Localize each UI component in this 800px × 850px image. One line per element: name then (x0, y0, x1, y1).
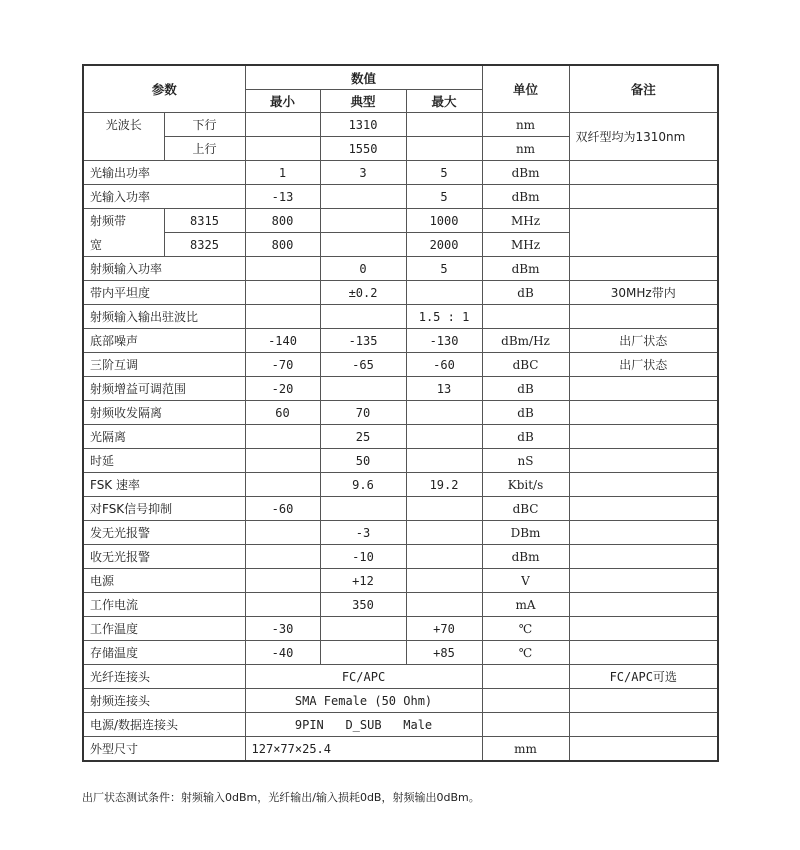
cell-note (569, 449, 718, 473)
header-value: 数值 (245, 65, 482, 90)
cell-max: 5 (406, 185, 482, 209)
cell-typ: ±0.2 (320, 281, 406, 305)
cell-max (406, 497, 482, 521)
cell-min (245, 473, 320, 497)
row-label: 射频输入输出驻波比 (83, 305, 245, 329)
cell-unit: dBm (482, 185, 569, 209)
cell-note (569, 737, 718, 762)
row-label: 电源 (83, 569, 245, 593)
cell-note (569, 473, 718, 497)
connector-rows (83, 665, 718, 737)
cell-min: -60 (245, 497, 320, 521)
table-row-rf-bandwidth-8315 (83, 209, 718, 233)
cell-min: -140 (245, 329, 320, 353)
cell-note (569, 617, 718, 641)
cell-min (245, 521, 320, 545)
cell-max (406, 593, 482, 617)
cell-max: 19.2 (406, 473, 482, 497)
cell-min: 1 (245, 161, 320, 185)
cell-unit: ℃ (482, 641, 569, 665)
header-typ: 典型 (320, 90, 406, 113)
cell-typ: 70 (320, 401, 406, 425)
cell-typ: -65 (320, 353, 406, 377)
header-min: 最小 (245, 90, 320, 113)
dimensions-value: 127×77×25.4 (245, 737, 482, 762)
cell-unit: dB (482, 425, 569, 449)
cell-typ: +12 (320, 569, 406, 593)
cell-typ: -3 (320, 521, 406, 545)
header-param: 参数 (83, 65, 245, 113)
wavelength-down-dir: 下行 (164, 113, 245, 137)
cell-typ (320, 497, 406, 521)
cell-note (569, 689, 718, 713)
table-row (83, 473, 718, 497)
row-label: 光输入功率 (83, 185, 245, 209)
cell-unit (482, 665, 569, 689)
cell-max (406, 449, 482, 473)
cell-note: FC/APC可选 (569, 665, 718, 689)
cell-unit: Kbit/s (482, 473, 569, 497)
cell-typ: 25 (320, 425, 406, 449)
cell-unit: dB (482, 401, 569, 425)
header-unit: 单位 (482, 65, 569, 113)
cell-max: 5 (406, 161, 482, 185)
table-row (83, 569, 718, 593)
cell-note (569, 377, 718, 401)
cell-max: -60 (406, 353, 482, 377)
row-label: 外型尺寸 (83, 737, 245, 762)
row-label: 光输出功率 (83, 161, 245, 185)
cell-min (245, 593, 320, 617)
wavelength-up-unit: nm (482, 137, 569, 161)
cell-max: 1000 (406, 209, 482, 233)
table-row (83, 281, 718, 305)
cell-typ: 50 (320, 449, 406, 473)
table-row-connector (83, 689, 718, 713)
cell-typ (320, 377, 406, 401)
table-row (83, 617, 718, 641)
cell-note (569, 497, 718, 521)
footnote: 出厂状态测试条件：射频输入0dBm，光纤输出/输入损耗0dB，射频输出0dBm。 (82, 791, 480, 804)
cell-typ (320, 209, 406, 233)
cell-note (569, 593, 718, 617)
table-row-dimensions (83, 737, 718, 762)
cell-unit (482, 713, 569, 737)
cell-min: -40 (245, 641, 320, 665)
row-label: 光纤连接头 (83, 665, 245, 689)
cell-max (406, 401, 482, 425)
cell-max: 5 (406, 257, 482, 281)
table-row-connector (83, 713, 718, 737)
cell-max (406, 569, 482, 593)
connector-value: SMA Female (50 Ohm) (245, 689, 482, 713)
cell-unit: DBm (482, 521, 569, 545)
cell-typ (320, 185, 406, 209)
cell-min: 800 (245, 209, 320, 233)
row-label: 工作电流 (83, 593, 245, 617)
cell-note (569, 545, 718, 569)
generic-rows (83, 257, 718, 665)
cell-unit (482, 305, 569, 329)
cell-min (245, 137, 320, 161)
cell-unit: dBm/Hz (482, 329, 569, 353)
rf-bandwidth-model-8315: 8315 (164, 209, 245, 233)
cell-unit: ℃ (482, 617, 569, 641)
row-label: 对FSK信号抑制 (83, 497, 245, 521)
table-row (83, 401, 718, 425)
cell-note (569, 569, 718, 593)
row-label: 时延 (83, 449, 245, 473)
cell-min (245, 281, 320, 305)
cell-min (245, 257, 320, 281)
row-label: 射频收发隔离 (83, 401, 245, 425)
row-label: 工作温度 (83, 617, 245, 641)
cell-max (406, 113, 482, 137)
cell-note (569, 185, 718, 209)
cell-unit: dBm (482, 545, 569, 569)
table-row (83, 521, 718, 545)
cell-typ: -135 (320, 329, 406, 353)
cell-unit: mA (482, 593, 569, 617)
cell-min: -20 (245, 377, 320, 401)
table-row (83, 593, 718, 617)
cell-max: +85 (406, 641, 482, 665)
cell-unit: MHz (482, 233, 569, 257)
cell-typ: 9.6 (320, 473, 406, 497)
connector-value: FC/APC (245, 665, 482, 689)
cell-max (406, 545, 482, 569)
header-max: 最大 (406, 90, 482, 113)
cell-typ: 350 (320, 593, 406, 617)
table-row (83, 377, 718, 401)
cell-note (569, 401, 718, 425)
cell-min: -70 (245, 353, 320, 377)
wavelength-down-unit: nm (482, 113, 569, 137)
cell-note (569, 209, 718, 257)
cell-note: 出厂状态 (569, 329, 718, 353)
table-row-optical-output-power (83, 161, 718, 185)
connector-value: 9PIN D_SUB Male (245, 713, 482, 737)
row-label: 带内平坦度 (83, 281, 245, 305)
cell-typ: -10 (320, 545, 406, 569)
cell-max: 1.5 : 1 (406, 305, 482, 329)
cell-max (406, 521, 482, 545)
cell-unit (482, 689, 569, 713)
table-row (83, 449, 718, 473)
table-row-connector (83, 665, 718, 689)
row-label: 发无光报警 (83, 521, 245, 545)
wavelength-down-typ: 1310 (320, 113, 406, 137)
row-label: 收无光报警 (83, 545, 245, 569)
cell-note (569, 641, 718, 665)
table-row (83, 305, 718, 329)
cell-note: 出厂状态 (569, 353, 718, 377)
cell-note (569, 521, 718, 545)
cell-note (569, 713, 718, 737)
cell-unit: dBC (482, 497, 569, 521)
cell-min (245, 305, 320, 329)
cell-unit: dB (482, 281, 569, 305)
table-row (83, 353, 718, 377)
cell-min (245, 425, 320, 449)
cell-min: 800 (245, 233, 320, 257)
cell-unit: nS (482, 449, 569, 473)
wavelength-up-typ: 1550 (320, 137, 406, 161)
cell-max (406, 425, 482, 449)
rf-bandwidth-model-8325: 8325 (164, 233, 245, 257)
row-label: 射频输入功率 (83, 257, 245, 281)
cell-min: -13 (245, 185, 320, 209)
cell-min: 60 (245, 401, 320, 425)
row-label: 三阶互调 (83, 353, 245, 377)
table-row (83, 545, 718, 569)
cell-typ (320, 233, 406, 257)
cell-typ: 3 (320, 161, 406, 185)
table-row-optical-input-power (83, 185, 718, 209)
row-label: 电源/数据连接头 (83, 713, 245, 737)
table-row (83, 641, 718, 665)
row-label: 射频连接头 (83, 689, 245, 713)
cell-note (569, 425, 718, 449)
cell-note: 30MHz带内 (569, 281, 718, 305)
cell-unit: MHz (482, 209, 569, 233)
cell-typ (320, 305, 406, 329)
cell-unit: dBC (482, 353, 569, 377)
wavelength-note: 双纤型均为1310nm (569, 113, 718, 161)
cell-min: -30 (245, 617, 320, 641)
spec-table (82, 64, 719, 762)
cell-max: 2000 (406, 233, 482, 257)
table-row (83, 329, 718, 353)
cell-max: -130 (406, 329, 482, 353)
cell-max: 13 (406, 377, 482, 401)
row-label: FSK 速率 (83, 473, 245, 497)
cell-max (406, 281, 482, 305)
wavelength-label: 光波长 (83, 113, 164, 161)
cell-min (245, 113, 320, 137)
cell-min (245, 545, 320, 569)
cell-typ: 0 (320, 257, 406, 281)
cell-min (245, 449, 320, 473)
table-row (83, 425, 718, 449)
cell-unit: mm (482, 737, 569, 762)
rf-bandwidth-label-line1: 射频带 (83, 209, 164, 233)
cell-note (569, 161, 718, 185)
table-row (83, 257, 718, 281)
wavelength-up-dir: 上行 (164, 137, 245, 161)
cell-note (569, 305, 718, 329)
row-label: 底部噪声 (83, 329, 245, 353)
cell-typ (320, 617, 406, 641)
cell-unit: dBm (482, 161, 569, 185)
rf-bandwidth-label-line2: 宽 (83, 233, 164, 257)
cell-unit: dB (482, 377, 569, 401)
header-row-1 (83, 65, 718, 90)
cell-unit: V (482, 569, 569, 593)
cell-max: +70 (406, 617, 482, 641)
header-note: 备注 (569, 65, 718, 113)
cell-max (406, 137, 482, 161)
cell-unit: dBm (482, 257, 569, 281)
cell-typ (320, 641, 406, 665)
row-label: 光隔离 (83, 425, 245, 449)
row-label: 存储温度 (83, 641, 245, 665)
cell-min (245, 569, 320, 593)
table-row (83, 497, 718, 521)
table-row-wavelength-down (83, 113, 718, 137)
row-label: 射频增益可调范围 (83, 377, 245, 401)
cell-note (569, 257, 718, 281)
